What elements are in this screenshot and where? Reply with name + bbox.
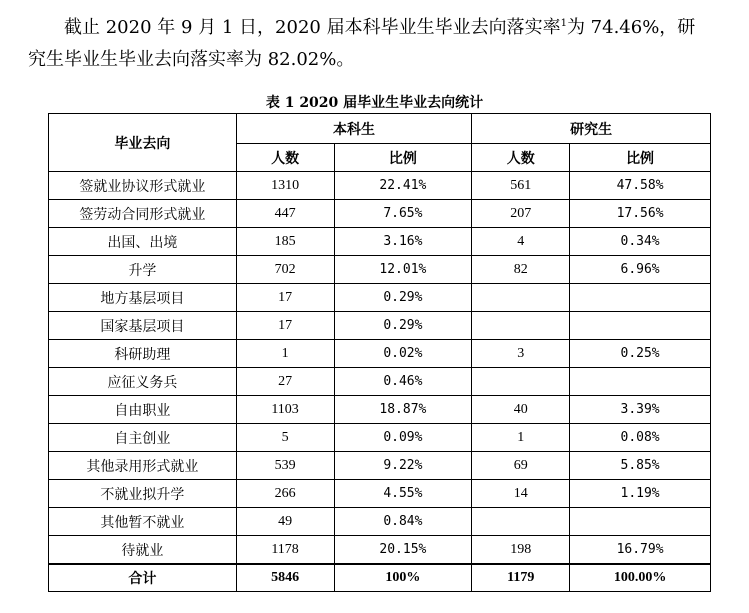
row-undergrad-count: 266 xyxy=(236,480,334,508)
row-undergrad-count: 1310 xyxy=(236,172,334,200)
row-undergrad-count: 1 xyxy=(236,340,334,368)
row-graduate-ratio: 6.96% xyxy=(570,256,711,284)
table-caption: 表 1 2020 届毕业生毕业去向统计 xyxy=(265,95,484,111)
row-undergrad-count: 185 xyxy=(236,228,334,256)
row-direction: 待就业 xyxy=(49,536,237,565)
row-graduate-count: 82 xyxy=(472,256,570,284)
row-graduate-ratio: 47.58% xyxy=(570,172,711,200)
row-graduate-count: 207 xyxy=(472,200,570,228)
row-direction: 升学 xyxy=(49,256,237,284)
total-undergrad-count: 5846 xyxy=(236,564,334,592)
row-direction: 国家基层项目 xyxy=(49,312,237,340)
row-undergrad-ratio: 20.15% xyxy=(334,536,472,565)
total-undergrad-ratio: 100% xyxy=(334,564,472,592)
table-row xyxy=(49,256,711,284)
graduation-destination-table xyxy=(48,113,711,592)
paragraph-line-1-tail: 为 74.46%，研 xyxy=(566,17,696,38)
row-undergrad-count: 17 xyxy=(236,312,334,340)
row-graduate-ratio: 17.56% xyxy=(570,200,711,228)
row-undergrad-count: 539 xyxy=(236,452,334,480)
row-direction: 自由职业 xyxy=(49,396,237,424)
row-graduate-count: 561 xyxy=(472,172,570,200)
row-graduate-count: 4 xyxy=(472,228,570,256)
row-direction: 自主创业 xyxy=(49,424,237,452)
row-graduate-count: 3 xyxy=(472,340,570,368)
table-row xyxy=(49,396,711,424)
table-row xyxy=(49,340,711,368)
row-undergrad-count: 702 xyxy=(236,256,334,284)
table-row xyxy=(49,228,711,256)
row-graduate-count: 14 xyxy=(472,480,570,508)
header-graduate: 研究生 xyxy=(472,114,711,144)
total-label: 合计 xyxy=(49,564,237,592)
row-graduate-ratio xyxy=(570,312,711,340)
row-direction: 签就业协议形式就业 xyxy=(49,172,237,200)
row-undergrad-count: 1178 xyxy=(236,536,334,565)
row-direction: 其他录用形式就业 xyxy=(49,452,237,480)
row-graduate-ratio: 0.25% xyxy=(570,340,711,368)
header-row-top xyxy=(49,114,711,144)
row-graduate-ratio: 16.79% xyxy=(570,536,711,565)
row-undergrad-ratio: 22.41% xyxy=(334,172,472,200)
paragraph-line-2: 究生毕业生毕业去向落实率为 82.02%。 xyxy=(28,49,355,70)
row-undergrad-ratio: 4.55% xyxy=(334,480,472,508)
total-graduate-count: 1179 xyxy=(472,564,570,592)
row-direction: 地方基层项目 xyxy=(49,284,237,312)
row-undergrad-count: 49 xyxy=(236,508,334,536)
header-undergrad: 本科生 xyxy=(236,114,472,144)
row-undergrad-ratio: 0.46% xyxy=(334,368,472,396)
table-row xyxy=(49,424,711,452)
row-direction: 科研助理 xyxy=(49,340,237,368)
row-direction: 签劳动合同形式就业 xyxy=(49,200,237,228)
row-graduate-ratio xyxy=(570,368,711,396)
row-graduate-ratio xyxy=(570,284,711,312)
row-direction: 不就业拟升学 xyxy=(49,480,237,508)
row-graduate-ratio: 0.34% xyxy=(570,228,711,256)
table-row xyxy=(49,284,711,312)
header-graduate-count: 人数 xyxy=(472,144,570,172)
table-row xyxy=(49,312,711,340)
row-graduate-count: 69 xyxy=(472,452,570,480)
row-undergrad-count: 27 xyxy=(236,368,334,396)
row-undergrad-ratio: 7.65% xyxy=(334,200,472,228)
row-undergrad-ratio: 9.22% xyxy=(334,452,472,480)
row-undergrad-count: 447 xyxy=(236,200,334,228)
row-graduate-ratio xyxy=(570,508,711,536)
row-graduate-ratio: 5.85% xyxy=(570,452,711,480)
row-undergrad-ratio: 0.84% xyxy=(334,508,472,536)
row-graduate-ratio: 0.08% xyxy=(570,424,711,452)
row-graduate-count xyxy=(472,312,570,340)
footnote-mark[interactable]: 1 xyxy=(560,18,567,29)
row-graduate-ratio: 3.39% xyxy=(570,396,711,424)
row-graduate-count: 198 xyxy=(472,536,570,565)
row-undergrad-ratio: 0.29% xyxy=(334,312,472,340)
row-undergrad-ratio: 12.01% xyxy=(334,256,472,284)
table-total-row xyxy=(49,564,711,592)
header-undergrad-ratio: 比例 xyxy=(334,144,472,172)
table-row xyxy=(49,536,711,565)
table-row xyxy=(49,452,711,480)
table-row xyxy=(49,172,711,200)
row-undergrad-ratio: 0.29% xyxy=(334,284,472,312)
total-graduate-ratio: 100.00% xyxy=(570,564,711,592)
row-direction: 其他暂不就业 xyxy=(49,508,237,536)
row-undergrad-ratio: 0.09% xyxy=(334,424,472,452)
table-row xyxy=(49,200,711,228)
row-graduate-count: 40 xyxy=(472,396,570,424)
row-undergrad-ratio: 0.02% xyxy=(334,340,472,368)
row-graduate-count: 1 xyxy=(472,424,570,452)
row-undergrad-count: 17 xyxy=(236,284,334,312)
row-graduate-count xyxy=(472,284,570,312)
row-graduate-ratio: 1.19% xyxy=(570,480,711,508)
header-direction: 毕业去向 xyxy=(49,114,237,172)
table-row xyxy=(49,480,711,508)
row-direction: 出国、出境 xyxy=(49,228,237,256)
intro-paragraph xyxy=(28,8,728,76)
table-row xyxy=(49,368,711,396)
row-direction: 应征义务兵 xyxy=(49,368,237,396)
paragraph-line-1-text: 截止 2020 年 9 月 1 日，2020 届本科毕业生毕业去向落实率 xyxy=(64,17,561,38)
header-undergrad-count: 人数 xyxy=(236,144,334,172)
header-graduate-ratio: 比例 xyxy=(570,144,711,172)
row-graduate-count xyxy=(472,508,570,536)
row-graduate-count xyxy=(472,368,570,396)
row-undergrad-ratio: 3.16% xyxy=(334,228,472,256)
row-undergrad-count: 1103 xyxy=(236,396,334,424)
paragraph-line-1 xyxy=(28,8,728,44)
row-undergrad-count: 5 xyxy=(236,424,334,452)
row-undergrad-ratio: 18.87% xyxy=(334,396,472,424)
table-row xyxy=(49,508,711,536)
